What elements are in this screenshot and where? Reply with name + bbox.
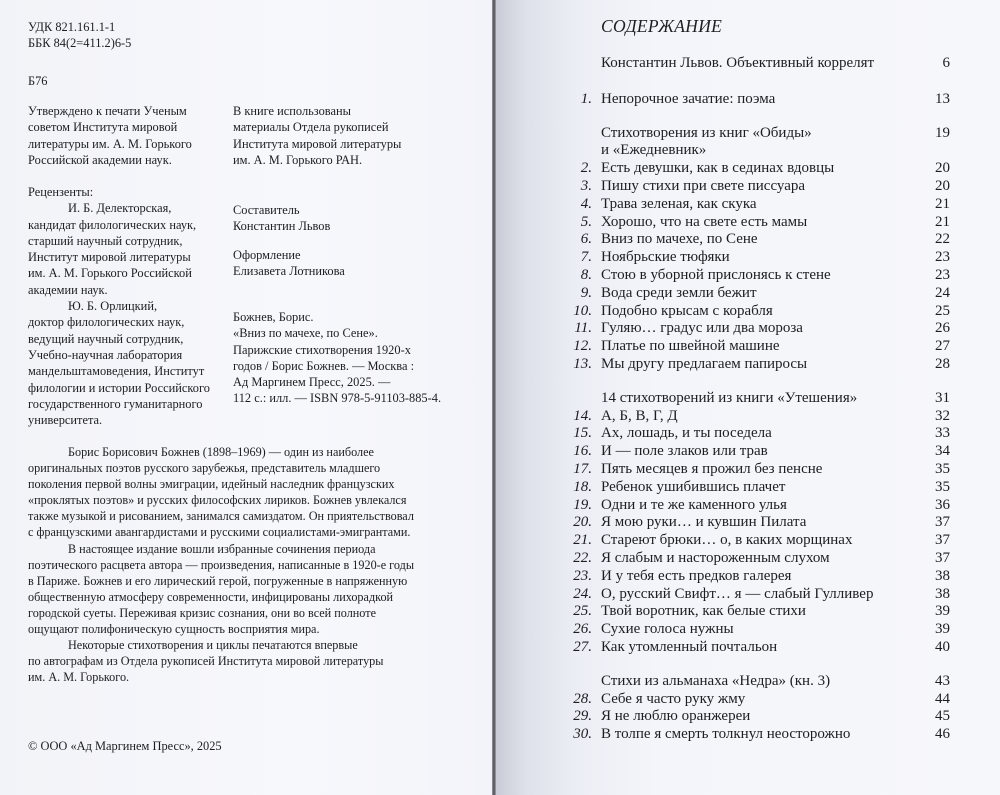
toc-entry-title: Трава зеленая, как скука bbox=[601, 195, 757, 212]
compiler-block bbox=[233, 202, 330, 235]
toc-page-number: 20 bbox=[935, 177, 950, 194]
toc-page-number: 6 bbox=[942, 55, 950, 71]
design-name: Елизавета Лотникова bbox=[233, 264, 345, 279]
toc-entry bbox=[560, 461, 950, 479]
toc-entry bbox=[560, 285, 950, 303]
toc-entry bbox=[560, 178, 950, 196]
toc-entry bbox=[560, 408, 950, 426]
toc-entry bbox=[560, 356, 950, 374]
toc-entry-title: И у тебя есть предков галерея bbox=[601, 567, 792, 584]
toc-number-text: 28. bbox=[573, 690, 592, 707]
toc-entry bbox=[560, 514, 950, 532]
toc-entry-number bbox=[560, 55, 601, 73]
toc-page-number: 19 bbox=[935, 124, 950, 141]
reviewer-2-line: государственного гуманитарного bbox=[28, 396, 203, 411]
abstract-line: также музыкой и рисованием, занимался самиздатом. Он приятельствовал bbox=[28, 509, 414, 524]
toc-number-text: 26. bbox=[573, 621, 592, 638]
toc-entry-number bbox=[560, 639, 601, 657]
toc-spacer bbox=[560, 109, 950, 125]
abstract-line: общественную атмосферу современности, инфицированы лихорадкой bbox=[28, 589, 394, 604]
toc-entry-title: Мы другу предлагаем папиросы bbox=[601, 355, 808, 372]
imprint-page bbox=[0, 0, 493, 795]
toc-entry-number bbox=[560, 408, 601, 426]
toc-page-number: 27 bbox=[935, 338, 950, 355]
toc-entry-number bbox=[560, 231, 601, 249]
toc-number-text: 21. bbox=[573, 532, 592, 549]
materials-line: Института мировой литературы bbox=[233, 136, 402, 151]
toc-number-text: 13. bbox=[573, 355, 592, 372]
toc-section-heading bbox=[560, 125, 950, 143]
toc-entry-number bbox=[560, 178, 601, 196]
toc-number-text: 20. bbox=[573, 514, 592, 531]
toc-page-number: 28 bbox=[935, 355, 950, 372]
toc-number-text: 29. bbox=[573, 708, 592, 725]
bib-line: 112 с.: илл. — ISBN 978-5-91103-885-4. bbox=[233, 391, 442, 406]
toc-entry-title: Ребенок ушибившись плачет bbox=[601, 478, 786, 495]
toc-entry-number bbox=[560, 285, 601, 303]
toc-entry-number bbox=[560, 356, 601, 374]
toc-number-text: 18. bbox=[573, 478, 592, 495]
reviewer-2-line: доктор филологических наук, bbox=[28, 315, 185, 330]
toc-entry bbox=[560, 586, 950, 604]
toc-page-number: 20 bbox=[935, 160, 950, 177]
toc-number-text: 27. bbox=[573, 638, 592, 655]
toc-entry bbox=[560, 160, 950, 178]
toc-page-number: 38 bbox=[935, 585, 950, 602]
abstract-line: В настоящее издание вошли избранные сочинения периода bbox=[68, 541, 376, 556]
bbk-code: ББК 84(2=411.2)6-5 bbox=[28, 36, 132, 51]
toc-entry-number bbox=[560, 586, 601, 604]
toc-entry bbox=[560, 691, 950, 709]
compiler-name: Константин Львов bbox=[233, 219, 331, 234]
toc-number-text: 14. bbox=[573, 407, 592, 424]
toc-page-number: 43 bbox=[935, 672, 950, 689]
toc-number-text: 24. bbox=[573, 585, 592, 602]
reviewers-label: Рецензенты: bbox=[28, 185, 94, 199]
toc-entry bbox=[560, 196, 950, 214]
toc-number-text: 1. bbox=[580, 90, 592, 107]
toc-page-number: 13 bbox=[935, 90, 950, 107]
udk-code: УДК 821.161.1-1 bbox=[28, 20, 116, 34]
toc-entry-title: Ноябрьские тюфяки bbox=[601, 249, 730, 266]
abstract-line: Борис Борисович Божнев (1898–1969) — один из наиболее bbox=[68, 445, 374, 459]
toc-spacer bbox=[560, 374, 950, 390]
toc-number-text: 19. bbox=[573, 496, 592, 513]
toc-page-number: 34 bbox=[935, 443, 950, 460]
toc-entry-title: Стою в уборной прислонясь к стене bbox=[601, 266, 831, 283]
approval-line: Утверждено к печати Ученым bbox=[28, 104, 187, 118]
toc-page-number: 35 bbox=[935, 460, 950, 477]
toc-entry bbox=[560, 621, 950, 639]
reviewer-1-line: старший научный сотрудник, bbox=[28, 233, 183, 248]
toc-entry bbox=[560, 231, 950, 249]
toc-page-number: 40 bbox=[935, 638, 950, 655]
toc-number-text: 23. bbox=[573, 567, 592, 584]
toc-entry-title: Платье по швейной машине bbox=[601, 338, 780, 355]
toc-entry-title: Вода среди земли бежит bbox=[601, 284, 757, 301]
bib-line: Парижские стихотворения 1920-х bbox=[233, 342, 411, 357]
toc-entry-number bbox=[560, 303, 601, 321]
toc-entry bbox=[560, 639, 950, 657]
abstract-line: с французскими авангардистами и русскими социалистами-эмигрантами. bbox=[28, 525, 411, 540]
toc-entry-title: Пишу стихи при свете писсуара bbox=[601, 177, 806, 194]
abstract-line: поколения первой волны эмиграции, идейный наследник французских bbox=[28, 477, 395, 492]
toc-entry-title: 14 стихотворений из книги «Утешения» bbox=[601, 389, 858, 406]
reviewer-2-line: ведущий научный сотрудник, bbox=[28, 331, 184, 346]
toc-entry-number bbox=[560, 550, 601, 568]
toc-number-text: 5. bbox=[580, 213, 592, 230]
abstract-line: ощущают полифоническую сущность восприятия мира. bbox=[28, 622, 320, 637]
toc-number-text: 8. bbox=[580, 266, 592, 283]
toc-entry-number bbox=[560, 443, 601, 461]
toc-entry bbox=[560, 320, 950, 338]
classification-codes bbox=[28, 19, 131, 52]
approval-line: Российской академии наук. bbox=[28, 152, 172, 167]
toc-entry-number bbox=[560, 249, 601, 267]
reviewer-1-line: им. А. М. Горького Российской bbox=[28, 266, 192, 281]
toc-entry bbox=[560, 267, 950, 285]
toc-entry bbox=[560, 708, 950, 726]
toc-entry-number bbox=[560, 338, 601, 356]
toc-number-text: 11. bbox=[574, 320, 592, 337]
toc-page-number: 35 bbox=[935, 478, 950, 495]
toc-entry-number bbox=[560, 461, 601, 479]
toc-number-text: 10. bbox=[573, 302, 592, 319]
toc-section-heading bbox=[560, 673, 950, 691]
toc-number-text: 9. bbox=[580, 284, 592, 301]
abstract-paragraph bbox=[28, 444, 458, 541]
toc-entry-title: Есть девушки, как в сединах вдовцы bbox=[601, 160, 835, 177]
abstract-line: оригинальных поэтов русского зарубежья, представитель младшего bbox=[28, 461, 381, 476]
toc-entry-number bbox=[560, 125, 601, 143]
toc-number-text: 4. bbox=[580, 195, 592, 212]
toc-number-text: 30. bbox=[573, 726, 592, 743]
materials-note bbox=[233, 103, 463, 168]
approval-note bbox=[28, 103, 218, 168]
toc-number-text: 17. bbox=[573, 460, 592, 477]
toc-page-number: 32 bbox=[935, 407, 950, 424]
toc-entry-title: Подобно крысам с корабля bbox=[601, 302, 773, 319]
toc-page-number: 25 bbox=[935, 302, 950, 319]
reviewer-1-line: Институт мировой литературы bbox=[28, 250, 191, 265]
reviewer-2-line: мандельштамоведения, Институт bbox=[28, 364, 205, 379]
toc-spacer bbox=[560, 73, 950, 91]
table-of-contents bbox=[560, 55, 950, 744]
toc-entry bbox=[560, 443, 950, 461]
materials-line: В книге использованы bbox=[233, 104, 351, 118]
toc-entry-number bbox=[560, 532, 601, 550]
toc-number-text: 12. bbox=[573, 338, 592, 355]
toc-entry-title: Вниз по мачехе, по Сене bbox=[601, 231, 758, 248]
toc-entry-title: Ах, лошадь, и ты поседела bbox=[601, 425, 772, 442]
toc-number-text: 22. bbox=[573, 549, 592, 566]
toc-page-number: 21 bbox=[935, 213, 950, 230]
toc-entry-number bbox=[560, 160, 601, 178]
toc-entry-title: О, русский Свифт… я — слабый Гулливер bbox=[601, 585, 874, 602]
toc-entry-number bbox=[560, 514, 601, 532]
toc-entry-number bbox=[560, 673, 601, 691]
compiler-label: Составитель bbox=[233, 203, 300, 217]
toc-entry-title: Гуляю… градус или два мороза bbox=[601, 320, 803, 337]
copyright-notice: © ООО «Ад Маргинем Пресс», 2025 bbox=[28, 739, 222, 753]
toc-entry bbox=[560, 532, 950, 550]
toc-entry bbox=[560, 603, 950, 621]
toc-entry bbox=[560, 425, 950, 443]
toc-page-number: 24 bbox=[935, 284, 950, 301]
toc-entry-title: Я слабым и настороженным слухом bbox=[601, 549, 830, 566]
design-label: Оформление bbox=[233, 248, 301, 262]
toc-entry-number bbox=[560, 196, 601, 214]
toc-section-heading bbox=[560, 142, 950, 160]
bib-line: «Вниз по мачехе, по Сене». bbox=[233, 326, 378, 341]
toc-entry-title: Пять месяцев я прожил без пенсне bbox=[601, 460, 823, 477]
toc-entry-number bbox=[560, 691, 601, 709]
toc-entry-title: Я мою руки… и кувшин Пилата bbox=[601, 514, 807, 531]
toc-entry-title: Себе я часто руку жму bbox=[601, 690, 746, 707]
toc-entry bbox=[560, 303, 950, 321]
toc-entry-number bbox=[560, 497, 601, 515]
toc-number-text: 25. bbox=[573, 603, 592, 620]
materials-line: им. А. М. Горького РАН. bbox=[233, 152, 363, 167]
toc-page-number: 36 bbox=[935, 496, 950, 513]
abstract-line: Некоторые стихотворения и циклы печатаются впервые bbox=[68, 638, 358, 653]
toc-entry-number bbox=[560, 603, 601, 621]
toc-number-text: 6. bbox=[580, 231, 592, 248]
toc-entry-title: Стареют брюки… о, в каких морщинах bbox=[601, 532, 853, 549]
reviewer-2-line: университета. bbox=[28, 413, 103, 428]
toc-entry-title: Я не люблю оранжереи bbox=[601, 708, 751, 725]
bib-line: годов / Борис Божнев. — Москва : bbox=[233, 358, 415, 373]
toc-page-number: 37 bbox=[935, 549, 950, 566]
bib-line: Ад Маргинем Пресс, 2025. — bbox=[233, 375, 391, 390]
toc-spacer bbox=[560, 657, 950, 673]
toc-entry-title: Хорошо, что на свете есть мамы bbox=[601, 213, 808, 230]
toc-entry-title: Константин Львов. Объективный коррелят bbox=[601, 55, 875, 71]
toc-page-number: 45 bbox=[935, 708, 950, 725]
toc-entry-title: Твой воротник, как белые стихи bbox=[601, 603, 806, 620]
toc-entry-title: Непорочное зачатие: поэма bbox=[601, 90, 776, 107]
toc-entry-number bbox=[560, 91, 601, 109]
reviewer-1-line: академии наук. bbox=[28, 282, 108, 297]
toc-entry-title: Стихотворения из книг «Обиды» bbox=[601, 124, 812, 141]
toc-number-text: 15. bbox=[573, 425, 592, 442]
toc-page-number: 37 bbox=[935, 514, 950, 531]
toc-entry-title: В толпе я смерть толкнул неосторожно bbox=[601, 726, 851, 743]
toc-number-text: 3. bbox=[580, 177, 592, 194]
toc-section-heading bbox=[560, 390, 950, 408]
toc-entry-title: А, Б, В, Г, Д bbox=[601, 407, 678, 424]
abstract-line: им. А. М. Горького. bbox=[28, 670, 130, 685]
toc-number-text: 16. bbox=[573, 443, 592, 460]
toc-entry-number bbox=[560, 621, 601, 639]
toc-page-number: 31 bbox=[935, 389, 950, 406]
toc-page-number: 22 bbox=[935, 231, 950, 248]
toc-entry-title: Как утомленный почтальон bbox=[601, 638, 778, 655]
toc-entry-title: Стихи из альманаха «Недра» (кн. 3) bbox=[601, 672, 831, 689]
toc-page-number: 26 bbox=[935, 320, 950, 337]
abstract-line: по автографам из Отдела рукописей Института мировой литературы bbox=[28, 654, 384, 669]
toc-page-number: 23 bbox=[935, 249, 950, 266]
toc-page-number: 39 bbox=[935, 621, 950, 638]
toc-entry bbox=[560, 338, 950, 356]
toc-page-number: 46 bbox=[935, 726, 950, 743]
toc-entry-title: Сухие голоса нужны bbox=[601, 621, 734, 638]
abstract-line: «проклятых поэтов» и русских философских лириков. Божнев увлекался bbox=[28, 493, 407, 508]
toc-entry-number bbox=[560, 425, 601, 443]
reviewer-1-line: кандидат филологических наук, bbox=[28, 217, 197, 232]
abstract-line: поэтического расцвета автора — произведения, написанные в 1920-е годы bbox=[28, 557, 415, 572]
approval-line: литературы им. А. М. Горького bbox=[28, 136, 192, 151]
reviewer-2-name: Ю. Б. Орлицкий, bbox=[68, 299, 158, 314]
materials-line: материалы Отдела рукописей bbox=[233, 120, 389, 135]
bib-line: Божнев, Борис. bbox=[233, 310, 314, 324]
reviewer-2-line: филологии и истории Российского bbox=[28, 380, 210, 395]
toc-entry-number bbox=[560, 726, 601, 744]
toc-entry bbox=[560, 91, 950, 109]
toc-entry-number bbox=[560, 568, 601, 586]
toc-number-text: 7. bbox=[580, 249, 592, 266]
abstract-line: в Париже. Божнев и его лирический герой, погруженные в напряженную bbox=[28, 573, 408, 588]
toc-entry-title: и «Ежедневник» bbox=[601, 142, 707, 159]
bibliographic-record bbox=[233, 309, 478, 407]
toc-page-number: 23 bbox=[935, 266, 950, 283]
toc-entry-number bbox=[560, 708, 601, 726]
toc-entry bbox=[560, 479, 950, 497]
approval-line: советом Института мировой bbox=[28, 120, 178, 135]
toc-section-heading bbox=[560, 55, 950, 73]
toc-entry-title: И — поле злаков или трав bbox=[601, 443, 768, 460]
toc-page-number: 37 bbox=[935, 532, 950, 549]
book-abstract bbox=[28, 444, 458, 685]
toc-entry-number bbox=[560, 479, 601, 497]
toc-entry-number bbox=[560, 390, 601, 408]
toc-number-text: 2. bbox=[580, 160, 592, 177]
design-block bbox=[233, 247, 345, 280]
toc-entry bbox=[560, 550, 950, 568]
toc-entry-number bbox=[560, 142, 601, 160]
toc-entry bbox=[560, 497, 950, 515]
toc-page-number: 39 bbox=[935, 603, 950, 620]
toc-entry bbox=[560, 249, 950, 267]
toc-page-number: 44 bbox=[935, 690, 950, 707]
toc-entry bbox=[560, 726, 950, 744]
toc-entry-number bbox=[560, 267, 601, 285]
contents-title: СОДЕРЖАНИЕ bbox=[601, 16, 723, 36]
abstract-line: городской суеты. Переживая кризис сознания, они во всей полноте bbox=[28, 605, 376, 620]
toc-entry bbox=[560, 214, 950, 232]
toc-entry-number bbox=[560, 214, 601, 232]
abstract-paragraph bbox=[28, 637, 458, 685]
abstract-paragraph bbox=[28, 541, 458, 638]
toc-page-number: 38 bbox=[935, 567, 950, 584]
toc-page-number: 21 bbox=[935, 195, 950, 212]
toc-entry bbox=[560, 568, 950, 586]
toc-entry-number bbox=[560, 320, 601, 338]
reviewer-1-name: И. Б. Делекторская, bbox=[68, 201, 172, 216]
reviewers-block bbox=[28, 184, 218, 428]
author-mark: Б76 bbox=[28, 74, 48, 88]
reviewer-2-line: Учебно-научная лаборатория bbox=[28, 347, 183, 362]
toc-entry-title: Одни и те же каменного улья bbox=[601, 496, 787, 513]
toc-page-number: 33 bbox=[935, 425, 950, 442]
